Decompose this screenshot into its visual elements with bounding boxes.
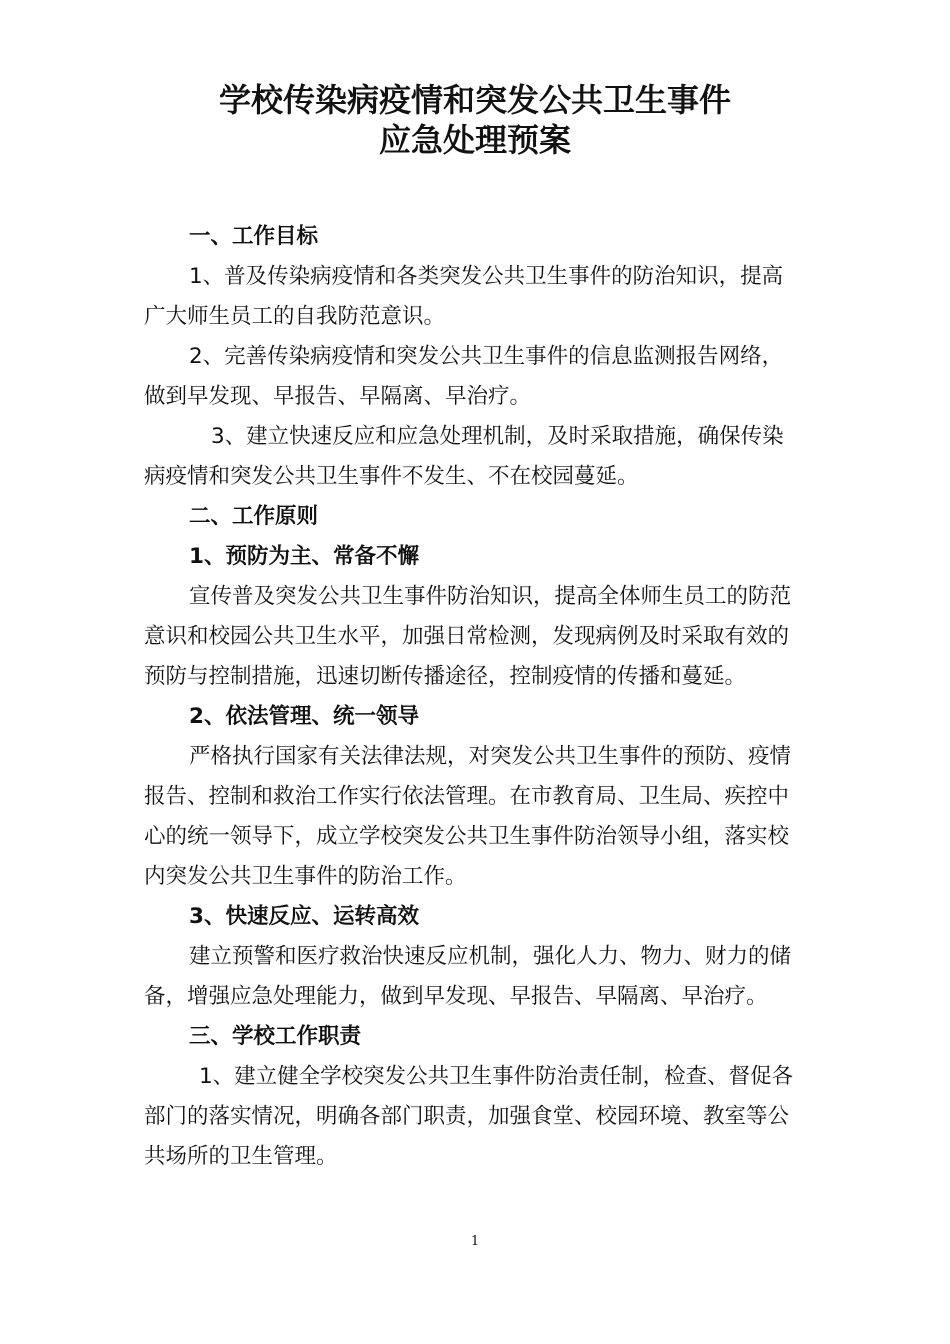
paragraph-line: 宣传普及突发公共卫生事件防治知识，提高全体师生员工的防范	[189, 584, 792, 609]
paragraph-line: 共场所的卫生管理。	[144, 1144, 338, 1169]
paragraph-line: 广大师生员工的自我防范意识。	[144, 304, 446, 329]
paragraph-line: 严格执行国家有关法律法规，对突发公共卫生事件的预防、疫情	[189, 744, 792, 769]
paragraph-line: 报告、控制和救治工作实行依法管理。在市教育局、卫生局、疾控中	[144, 784, 790, 809]
paragraph-line: 内突发公共卫生事件的防治工作。	[144, 864, 467, 889]
subsection-heading: 1、预防为主、常备不懈	[189, 544, 419, 569]
section-heading-2: 二、工作原则	[189, 504, 319, 529]
paragraph-line: 预防与控制措施，迅速切断传播途径，控制疫情的传播和蔓延。	[144, 664, 747, 689]
paragraph-line: 1、普及传染病疫情和各类突发公共卫生事件的防治知识，提高	[189, 264, 784, 289]
subsection-heading: 2、依法管理、统一领导	[189, 704, 419, 729]
paragraph-line: 1、建立健全学校突发公共卫生事件防治责任制，检查、督促各	[199, 1064, 794, 1089]
paragraph-line: 病疫情和突发公共卫生事件不发生、不在校园蔓延。	[144, 464, 639, 489]
paragraph-line: 建立预警和医疗救治快速反应机制，强化人力、物力、财力的储	[189, 944, 792, 969]
document-title-line-1: 学校传染病疫情和突发公共卫生事件	[218, 81, 731, 119]
paragraph-line: 备，增强应急处理能力，做到早发现、早报告、早隔离、早治疗。	[144, 984, 768, 1009]
paragraph-line: 意识和校园公共卫生水平，加强日常检测，发现病例及时采取有效的	[144, 624, 790, 649]
paragraph-line: 3、建立快速反应和应急处理机制，及时采取措施，确保传染	[211, 424, 784, 449]
section-heading-3: 三、学校工作职责	[189, 1024, 362, 1049]
page-number: 1	[470, 1234, 480, 1249]
paragraph-line: 做到早发现、早报告、早隔离、早治疗。	[144, 384, 532, 409]
paragraph-line: 部门的落实情况，明确各部门职责，加强食堂、校园环境、教室等公	[144, 1104, 790, 1129]
paragraph-line: 心的统一领导下，成立学校突发公共卫生事件防治领导小组，落实校	[144, 824, 790, 849]
paragraph-line: 2、完善传染病疫情和突发公共卫生事件的信息监测报告网络，	[189, 344, 784, 369]
subsection-heading: 3、快速反应、运转高效	[189, 904, 419, 929]
document-title-line-2: 应急处理预案	[378, 121, 571, 159]
section-heading-1: 一、工作目标	[189, 224, 319, 249]
